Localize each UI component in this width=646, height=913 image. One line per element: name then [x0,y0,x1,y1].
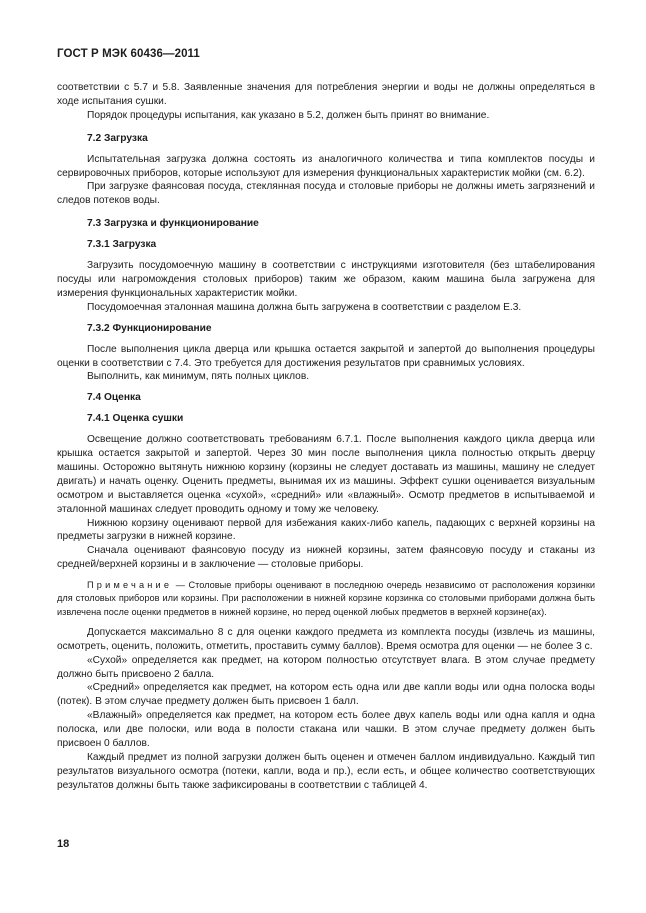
paragraph: «Влажный» определяется как предмет, на котором есть более двух капель воды или одна капля и одна полоска, или две полоски, или вода в полости стакана или чашки. В этом случае предмету должен быть присвоен 0 баллов. [57,710,595,750]
note [57,579,595,619]
paragraph: Посудомоечная эталонная машина должна быть загружена в соответствии с разделом Е.3. [87,301,522,313]
paragraph: Испытательная загрузка должна состоять из аналогичного количества и типа комплектов посуды и сервировочных приборов, которые используют для измерения функциональных характеристик мойки (см. 6.2). [57,153,595,179]
note-text: — Столовые приборы оценивают в последнюю очередь независимо от расположения корзинки для столовых приборов или корзины. При расположении в нижней корзине корзинка со столовыми приборами должна быть извлечена после оценки предметов в нижней корзине, но перед оценкой любых предметов в верхней корзине(ах). [57,580,595,617]
page-number: 18 [57,838,70,850]
paragraph: После выполнения цикла дверца или крышка остается закрытой и запертой до выполнения процедуры оценки в соответствии с 7.4. Это требуется для достижения результатов при сравнимых условиях. [57,343,595,369]
paragraph: Каждый предмет из полной загрузки должен быть оценен и отмечен баллом индивидуально. Каждый тип результатов визуального осмотра (потеки, капли, вода и пр.), если есть, и общее количество соответствующих результатов должны быть также зафиксированы в соответствии с таблицей 4. [57,751,595,791]
section-heading-7-4-1: 7.4.1 Оценка сушки [87,413,184,425]
section-heading-7-2: 7.2 Загрузка [87,132,148,144]
document-body [57,81,595,793]
paragraph: При загрузке фаянсовая посуда, стеклянная посуда и столовые приборы не должны иметь загрязнений и следов потеков воды. [57,181,595,207]
section-heading-7-3: 7.3 Загрузка и функционирование [87,218,259,230]
paragraph: Порядок процедуры испытания, как указано в 5.2, должен быть принят во внимание. [87,109,490,121]
note-label: Примечание [87,580,173,591]
paragraph-continuation: соответствии с 5.7 и 5.8. Заявленные значения для потребления энергии и воды не должны определяться в ходе испытания сушки. [57,82,595,107]
section-heading-7-3-1: 7.3.1 Загрузка [87,239,157,251]
section-heading-7-3-2: 7.3.2 Функционирование [87,322,212,334]
paragraph: «Средний» определяется как предмет, на котором есть одна или две капли воды или одна полоска воды (потек). В этом случае предмету должен быть присвоен 1 балл. [57,682,595,708]
paragraph: «Сухой» определяется как предмет, на котором полностью отсутствует влага. В этом случае предмету должно быть присвоено 2 балла. [57,654,595,680]
document-header: ГОСТ Р МЭК 60436—2011 [57,48,200,60]
paragraph: Допускается максимально 8 с для оценки каждого предмета из комплекта посуды (извлечь из машины, осмотреть, оценить, положить, отметить, проставить сумму баллов). Время осмотра для оценки — не более 3 с. [57,626,595,652]
section-heading-7-4: 7.4 Оценка [87,392,141,404]
paragraph: Выполнить, как минимум, пять полных циклов. [87,371,310,383]
paragraph: Нижнюю корзину оценивают первой для избежания каких-либо капель, падающих с верхней корзины на предметы загрузки в нижней корзине. [57,517,595,543]
paragraph: Сначала оценивают фаянсовую посуду из нижней корзины, затем фаянсовую посуду и стаканы из средней/верхней корзины и в заключение — столовые приборы. [57,545,595,571]
paragraph: Загрузить посудомоечную машину в соответствии с инструкциями изготовителя (без штабелирования посуды или нагромождения столовых приборов) таким же образом, каким машина была загружена для измерения функциональных характеристик мойки. [57,260,595,299]
paragraph: Освещение должно соответствовать требованиям 6.7.1. После выполнения каждого цикла дверца или крышка остается закрытой и запертой. Через 30 мин после выполнения цикла полностью открыть дверцу машины. Осторожно вытянуть нижнюю корзину (корзины не следует доставать из машины, машину не следует двигать) и начать оценку. Оценить предметы, вынимая их из машины. Эффект сушки оценивается визуальным осмотром и выставляется оценка «сухой», «средний» или «влажный». Осмотр предметов в испытываемой и эталонной машинах следует проводить одному и тому же человеку. [57,434,595,515]
